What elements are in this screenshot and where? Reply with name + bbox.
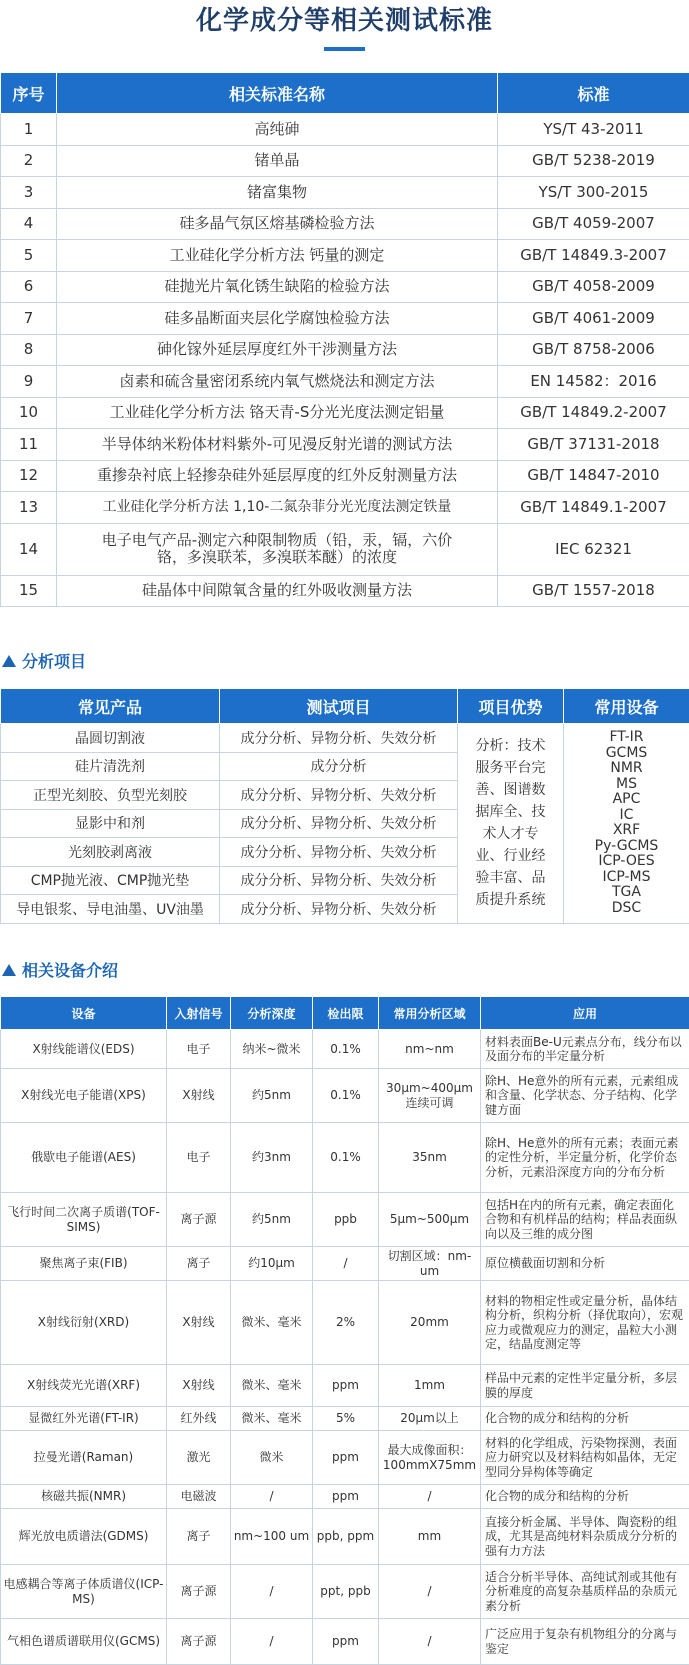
test-cell: 成分分析	[220, 752, 458, 781]
product-cell: 硅片清洗剂	[1, 752, 220, 781]
equipment-heading-text: 相关设备介绍	[22, 961, 118, 980]
standard-code: GB/T 14849.3-2007	[498, 240, 689, 272]
table-row	[1, 429, 689, 461]
application-cell: 除H、He意外的所有元素，元素组成和含量、化学状态、分子结构、化学键方面	[481, 1069, 689, 1123]
area-cell: 20mm	[379, 1281, 481, 1365]
limit-cell: 0.1%	[313, 1069, 379, 1123]
row-number: 2	[1, 145, 57, 177]
standard-name: 卤素和硫含量密闭系统内氧气燃烧法和测定方法	[57, 366, 498, 398]
depth-cell: /	[231, 1619, 313, 1665]
column-header: 序号	[1, 73, 57, 114]
equipment-item: ICP-MS	[564, 870, 689, 886]
limit-cell: 5%	[313, 1407, 379, 1431]
column-header: 相关标准名称	[57, 73, 498, 114]
table-row	[1, 1619, 689, 1665]
column-header: 测试项目	[220, 689, 458, 724]
equipment-item: TGA	[564, 885, 689, 901]
row-number: 15	[1, 575, 57, 607]
application-cell: 材料表面Be-U元素点分布，线分布以及面分布的半定量分析	[481, 1030, 689, 1069]
depth-cell: nm~100 um	[231, 1509, 313, 1565]
depth-cell: /	[231, 1565, 313, 1619]
column-header: 常见产品	[1, 689, 220, 724]
device-cell: X射线衍射(XRD)	[1, 1281, 167, 1365]
product-cell: 导电银浆、导电油墨、UV油墨	[1, 895, 220, 924]
area-cell: nm~nm	[379, 1030, 481, 1069]
row-number: 5	[1, 240, 57, 272]
standard-code: EN 14582：2016	[498, 366, 689, 398]
test-cell: 成分分析、异物分析、失效分析	[220, 895, 458, 924]
depth-cell: 约5nm	[231, 1069, 313, 1123]
row-number: 13	[1, 492, 57, 524]
application-cell: 适合分析半导体、高纯试剂或其他有分析难度的高复杂基质样品的杂质元素分析	[481, 1565, 689, 1619]
application-cell: 材料的物相定性或定量分析，晶体结构分析，织构分析（择优取向），宏观应力或微观应力的测定，晶粒大小测定，结晶度测定等	[481, 1281, 689, 1365]
table-row	[1, 1123, 689, 1193]
row-number: 7	[1, 303, 57, 335]
limit-cell: ppt, ppb	[313, 1565, 379, 1619]
column-header: 分析深度	[231, 997, 313, 1030]
row-number: 11	[1, 429, 57, 461]
standard-name: 锗单晶	[57, 145, 498, 177]
row-number: 8	[1, 334, 57, 366]
area-cell: 5μm~500μm	[379, 1193, 481, 1247]
signal-cell: 红外线	[167, 1407, 231, 1431]
table-row	[1, 1565, 689, 1619]
standard-code: GB/T 5238-2019	[498, 145, 689, 177]
standard-code: GB/T 4061-2009	[498, 303, 689, 335]
area-cell: 1mm	[379, 1365, 481, 1407]
equipment-item: IC	[564, 808, 689, 824]
depth-cell: 约10μm	[231, 1247, 313, 1281]
signal-cell: X射线	[167, 1069, 231, 1123]
limit-cell: ppm	[313, 1485, 379, 1509]
standard-code: GB/T 1557-2018	[498, 575, 689, 607]
depth-cell: 微米、毫米	[231, 1365, 313, 1407]
table-row	[1, 460, 689, 492]
table-row	[1, 177, 689, 209]
application-cell: 广泛应用于复杂有机物组分的分离与鉴定	[481, 1619, 689, 1665]
row-number: 10	[1, 397, 57, 429]
analysis-heading-text: 分析项目	[22, 652, 86, 671]
standards-table	[0, 72, 689, 607]
device-cell: 飞行时间二次离子质谱(TOF-SIMS)	[1, 1193, 167, 1247]
table-row	[1, 208, 689, 240]
area-cell: 最大成像面积：100mmX75mm	[379, 1431, 481, 1485]
standard-name: 砷化镓外延层厚度红外干涉测量方法	[57, 334, 498, 366]
standard-name: 电子电气产品-测定六种限制物质（铅，汞，镉，六价铬，多溴联苯，多溴联苯醚）的浓度	[57, 523, 498, 575]
signal-cell: 电子	[167, 1123, 231, 1193]
signal-cell: 离子源	[167, 1565, 231, 1619]
application-cell: 直接分析金属、半导体、陶瓷粉的组成，尤其是高纯材料杂质成分分析的强有力方法	[481, 1509, 689, 1565]
device-cell: 聚焦离子束(FIB)	[1, 1247, 167, 1281]
test-cell: 成分分析、异物分析、失效分析	[220, 838, 458, 867]
standard-code: GB/T 14849.2-2007	[498, 397, 689, 429]
signal-cell: X射线	[167, 1365, 231, 1407]
equipment-table	[0, 996, 689, 1665]
column-header: 常用设备	[564, 689, 689, 724]
table-row	[1, 303, 689, 335]
table-row	[1, 1509, 689, 1565]
standard-code: IEC 62321	[498, 523, 689, 575]
table-header-row	[1, 73, 689, 114]
row-number: 9	[1, 366, 57, 398]
product-cell: 正型光刻胶、负型光刻胶	[1, 781, 220, 810]
equipment-item: DSC	[564, 901, 689, 917]
equipment-item: APC	[564, 792, 689, 808]
standard-name: 硅多晶气氛区熔基磷检验方法	[57, 208, 498, 240]
table-header-row	[1, 997, 689, 1030]
limit-cell: 0.1%	[313, 1030, 379, 1069]
limit-cell: ppb, ppm	[313, 1509, 379, 1565]
equipment-item: GCMS	[564, 746, 689, 762]
equipment-list	[564, 724, 689, 924]
table-row	[1, 1365, 689, 1407]
analysis-heading	[2, 652, 86, 672]
table-row	[1, 1281, 689, 1365]
application-cell: 包括H在内的所有元素，确定表面化合物和有机样品的结构；样品表面纵向以及三维的成分图	[481, 1193, 689, 1247]
table-row	[1, 145, 689, 177]
column-header: 设备	[1, 997, 167, 1030]
standard-name: 半导体纳米粉体材料紫外-可见漫反射光谱的测试方法	[57, 429, 498, 461]
area-cell: /	[379, 1619, 481, 1665]
application-cell: 原位横截面切割和分析	[481, 1247, 689, 1281]
row-number: 12	[1, 460, 57, 492]
equipment-item: MS	[564, 777, 689, 793]
product-cell: 光刻胶剥离液	[1, 838, 220, 867]
depth-cell: 微米	[231, 1431, 313, 1485]
application-cell: 材料的化学组成，污染物探测，表面应力研究以及材料结构如晶体，无定型同分异构体等确定	[481, 1431, 689, 1485]
table-row	[1, 114, 689, 146]
product-cell: 晶圆切割液	[1, 724, 220, 753]
column-header: 标准	[498, 73, 689, 114]
signal-cell: 离子源	[167, 1619, 231, 1665]
area-cell: /	[379, 1485, 481, 1509]
limit-cell: ppm	[313, 1431, 379, 1485]
signal-cell: 离子	[167, 1247, 231, 1281]
signal-cell: 电子	[167, 1030, 231, 1069]
application-cell: 化合物的成分和结构的分析	[481, 1407, 689, 1431]
device-cell: X射线能谱仪(EDS)	[1, 1030, 167, 1069]
application-cell: 除H、He意外的所有元素；表面元素的定性分析，半定量分析，化学价态分析，元素沿深度方向的分布分析	[481, 1123, 689, 1193]
equipment-heading	[2, 961, 118, 981]
row-number: 1	[1, 114, 57, 146]
test-cell: 成分分析、异物分析、失效分析	[220, 724, 458, 753]
area-cell: 20μm以上	[379, 1407, 481, 1431]
standard-code: YS/T 300-2015	[498, 177, 689, 209]
area-cell: 切割区域：nm-um	[379, 1247, 481, 1281]
page-title: 化学成分等相关测试标准	[0, 0, 689, 50]
triangle-icon	[2, 655, 16, 667]
table-row	[1, 1030, 689, 1069]
table-row	[1, 397, 689, 429]
table-row	[1, 271, 689, 303]
standard-name: 工业硅化学分析方法 钙量的测定	[57, 240, 498, 272]
table-header-row	[1, 689, 689, 724]
table-row	[1, 1193, 689, 1247]
equipment-item: XRF	[564, 823, 689, 839]
table-row	[1, 334, 689, 366]
table-row	[1, 1431, 689, 1485]
table-row	[1, 575, 689, 607]
device-cell: X射线荧光光谱(XRF)	[1, 1365, 167, 1407]
limit-cell: ppm	[313, 1619, 379, 1665]
application-cell: 化合物的成分和结构的分析	[481, 1485, 689, 1509]
signal-cell: X射线	[167, 1281, 231, 1365]
row-number: 4	[1, 208, 57, 240]
test-cell: 成分分析、异物分析、失效分析	[220, 781, 458, 810]
table-row	[1, 240, 689, 272]
standard-code: GB/T 37131-2018	[498, 429, 689, 461]
limit-cell: ppb	[313, 1193, 379, 1247]
signal-cell: 电磁波	[167, 1485, 231, 1509]
device-cell: 辉光放电质谱法(GDMS)	[1, 1509, 167, 1565]
standard-name: 硅抛光片氧化锈生缺陷的检验方法	[57, 271, 498, 303]
table-row	[1, 724, 689, 753]
depth-cell: 微米、毫米	[231, 1281, 313, 1365]
table-row	[1, 523, 689, 575]
device-cell: 俄歇电子能谱(AES)	[1, 1123, 167, 1193]
standard-name: 重掺杂衬底上轻掺杂硅外延层厚度的红外反射测量方法	[57, 460, 498, 492]
area-cell: 35nm	[379, 1123, 481, 1193]
signal-cell: 离子	[167, 1509, 231, 1565]
row-number: 3	[1, 177, 57, 209]
signal-cell: 离子源	[167, 1193, 231, 1247]
depth-cell: 微米、毫米	[231, 1407, 313, 1431]
device-cell: 气相色谱质谱联用仪(GCMS)	[1, 1619, 167, 1665]
depth-cell: 约5nm	[231, 1193, 313, 1247]
analysis-table	[0, 688, 689, 924]
standard-name: 锗富集物	[57, 177, 498, 209]
device-cell: X射线光电子能谱(XPS)	[1, 1069, 167, 1123]
table-row	[1, 366, 689, 398]
column-header: 应用	[481, 997, 689, 1030]
product-cell: 显影中和剂	[1, 809, 220, 838]
triangle-icon	[2, 964, 16, 976]
standard-code: GB/T 14849.1-2007	[498, 492, 689, 524]
standard-name: 工业硅化学分析方法 1,10-二氮杂菲分光光度法测定铁量	[57, 492, 498, 524]
limit-cell: 2%	[313, 1281, 379, 1365]
table-row	[1, 1069, 689, 1123]
device-cell: 拉曼光谱(Raman)	[1, 1431, 167, 1485]
test-cell: 成分分析、异物分析、失效分析	[220, 866, 458, 895]
standard-name: 硅晶体中间隙氧含量的红外吸收测量方法	[57, 575, 498, 607]
standard-code: GB/T 8758-2006	[498, 334, 689, 366]
standard-code: YS/T 43-2011	[498, 114, 689, 146]
area-cell: /	[379, 1565, 481, 1619]
standard-name: 硅多晶断面夹层化学腐蚀检验方法	[57, 303, 498, 335]
row-number: 6	[1, 271, 57, 303]
device-cell: 核磁共振(NMR)	[1, 1485, 167, 1509]
table-row	[1, 1247, 689, 1281]
column-header: 常用分析区域	[379, 997, 481, 1030]
table-row	[1, 1407, 689, 1431]
area-cell: 30μm~400μm 连续可调	[379, 1069, 481, 1123]
title-underline	[324, 47, 365, 51]
column-header: 项目优势	[458, 689, 564, 724]
equipment-item: Py-GCMS	[564, 839, 689, 855]
equipment-item: FT-IR	[564, 730, 689, 746]
column-header: 入射信号	[167, 997, 231, 1030]
depth-cell: /	[231, 1485, 313, 1509]
device-cell: 电感耦合等离子体质谱仪(ICP-MS)	[1, 1565, 167, 1619]
test-cell: 成分分析、异物分析、失效分析	[220, 809, 458, 838]
standard-code: GB/T 14847-2010	[498, 460, 689, 492]
limit-cell: 0.1%	[313, 1123, 379, 1193]
standard-code: GB/T 4058-2009	[498, 271, 689, 303]
row-number: 14	[1, 523, 57, 575]
equipment-item: NMR	[564, 761, 689, 777]
limit-cell: ppm	[313, 1365, 379, 1407]
depth-cell: 纳米~微米	[231, 1030, 313, 1069]
table-row	[1, 492, 689, 524]
signal-cell: 激光	[167, 1431, 231, 1485]
application-cell: 样品中元素的定性半定量分析，多层膜的厚度	[481, 1365, 689, 1407]
column-header: 检出限	[313, 997, 379, 1030]
limit-cell: /	[313, 1247, 379, 1281]
area-cell: mm	[379, 1509, 481, 1565]
table-row	[1, 1485, 689, 1509]
standard-code: GB/T 4059-2007	[498, 208, 689, 240]
advantage-cell: 分析：技术服务平台完善、图谱数据库全、技术人才专业、行业经验丰富、品质提升系统	[458, 724, 564, 924]
device-cell: 显微红外光谱(FT-IR)	[1, 1407, 167, 1431]
depth-cell: 约3nm	[231, 1123, 313, 1193]
standard-name: 工业硅化学分析方法 铬天青-S分光光度法测定铝量	[57, 397, 498, 429]
standard-name: 高纯砷	[57, 114, 498, 146]
equipment-item: ICP-OES	[564, 854, 689, 870]
product-cell: CMP抛光液、CMP抛光垫	[1, 866, 220, 895]
